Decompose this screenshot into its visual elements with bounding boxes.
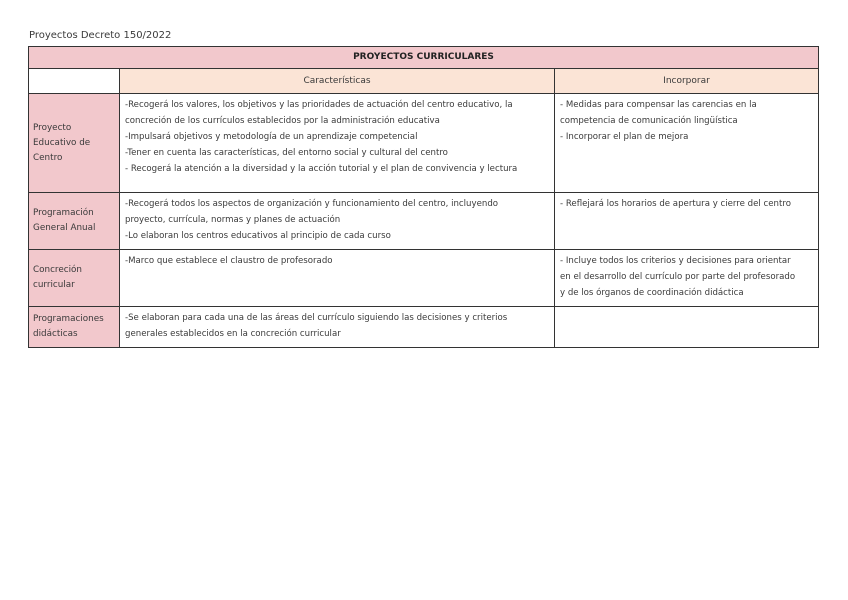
- incorporate-cell-empty: [555, 307, 819, 348]
- characteristics-cell: [120, 193, 555, 250]
- characteristics-line: -Marco que establece el claustro de profesorado: [125, 256, 333, 266]
- characteristics-line: -Impulsará objetivos y metodología de un aprendizaje competencial: [125, 132, 418, 142]
- characteristics-line: -Tener en cuenta las características, del entorno social y cultural del centro: [125, 148, 448, 158]
- characteristics-cell: [120, 250, 555, 307]
- incorporate-line: - Incluye todos los criterios y decisiones para orientar: [560, 256, 791, 266]
- table-row: [29, 94, 819, 193]
- characteristics-line: -Recogerá los valores, los objetivos y las prioridades de actuación del centro educativo, la: [125, 100, 513, 110]
- table-title-row: [29, 47, 819, 69]
- incorporate-line: - Incorporar el plan de mejora: [560, 132, 689, 142]
- incorporate-cell: [555, 94, 819, 193]
- row-label-programaciones-didacticas: Programaciones didácticas: [29, 307, 120, 348]
- header-blank-cell: [29, 69, 120, 94]
- characteristics-line: -Lo elaboran los centros educativos al principio de cada curso: [125, 231, 391, 241]
- incorporate-line: - Medidas para compensar las carencias en la: [560, 100, 757, 110]
- curricular-projects-table: [28, 46, 819, 348]
- characteristics-line: -Recogerá todos los aspectos de organización y funcionamiento del centro, incluyendo: [125, 199, 499, 209]
- row-label-proyecto-educativo: Proyecto Educativo de Centro: [29, 94, 120, 193]
- characteristics-line: generales establecidos en la concreción curricular: [125, 329, 341, 339]
- incorporate-line: en el desarrollo del currículo por parte del profesorado: [560, 272, 796, 282]
- characteristics-cell: [120, 307, 555, 348]
- incorporate-cell: [555, 193, 819, 250]
- incorporate-line: y de los órganos de coordinación didáctica: [560, 288, 744, 298]
- row-label-programacion-general: Programación General Anual: [29, 193, 120, 250]
- characteristics-line: -Se elaboran para cada una de las áreas del currículo siguiendo las decisiones y criterios: [125, 313, 508, 323]
- table-row: [29, 307, 819, 348]
- header-characteristics: Características: [120, 69, 555, 94]
- characteristics-line: concreción de los currículos establecidos por la administración educativa: [125, 116, 440, 126]
- table-row: [29, 250, 819, 307]
- header-incorporate: Incorporar: [555, 69, 819, 94]
- incorporate-line: - Reflejará los horarios de apertura y cierre del centro: [560, 199, 791, 209]
- table-header-row: [29, 69, 819, 94]
- incorporate-cell: [555, 250, 819, 307]
- table-row: [29, 193, 819, 250]
- table-title: PROYECTOS CURRICULARES: [29, 47, 819, 69]
- document-title: Proyectos Decreto 150/2022: [29, 30, 172, 41]
- characteristics-line: - Recogerá la atención a la diversidad y la acción tutorial y el plan de convivencia y lectura: [125, 164, 518, 174]
- characteristics-cell: [120, 94, 555, 193]
- row-label-concrecion-curricular: Concreción curricular: [29, 250, 120, 307]
- characteristics-line: proyecto, currícula, normas y planes de actuación: [125, 215, 341, 225]
- incorporate-line: competencia de comunicación lingüística: [560, 116, 738, 126]
